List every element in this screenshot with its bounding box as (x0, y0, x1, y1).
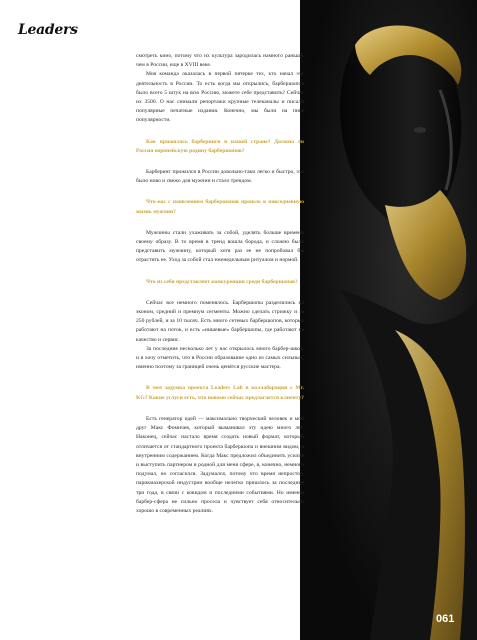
paragraph: смотреть кино, потому что их культура зародилась намного раньше, чем в России, еще в XVIII веке. (136, 53, 304, 69)
paragraph: Барберинг прижился в России довольно-таки легко и быстро, это было ново и свежо для мужчин и стало трендом. (136, 169, 304, 185)
interview-question: Как прижилась барберингв в нашей стране? Должна ли Россия европейскую родину барбершопов? (136, 138, 304, 154)
interview-question: Что-нас с появлением барбершопов прошло в повседневную жизнь мужчин? (136, 199, 304, 215)
paragraph: Мужчины стали ухаживать за собой, уделять больше времени своему образу. В то время в тренд вошла борода, и сложно было представить мужчину, который хотя раз ее не попробовал бы отрастить ее. Уход за собой стал еженедельным ритуалом и нормой. (136, 229, 304, 264)
paragraph: Сейчас все немного поменялось. Барбершопы разделились на эконом, средний и премиум сегменты. Можно сделать стрижку и за 250 рублей, и за 10 тысяч. Есть много сетевых барбершопов, которые работают на поток, и есть «нишевые» барбершопы, где работают на качество и сервис. (136, 299, 304, 343)
leaders-logo: Leaders (18, 22, 78, 38)
interview-question: Что из себя представляет конкуренция среди барбершопов? (146, 278, 298, 285)
interview-question: В чем задумка проекта Leaders Lab в коллаборации с Mr. KG? Какие услуги есть, что новомо сейчас предлагается клиенту? (136, 385, 304, 401)
paragraph: Моя команда оказалась в первой пятерке тех, кто начал эту деятельность в России. То есть когда мы открылись, барбершопов было всего 5 штук на всю Россию, можете себе представить? Сейчас их 3500. О нас снимали репортажи крупные телеканалы и писали популярные печатные издания. Конечно, мы были на пике популярности. (136, 71, 304, 124)
statue-photo (300, 0, 477, 640)
page-number: 061 (436, 613, 455, 625)
paragraph: За последние несколько лет у нас открылось много барбер-школ, и я хочу отметить, что в России образование одно из самых сильных, именно поэтому за границей очень ценятся русские мастера. (136, 345, 304, 371)
article-body (136, 52, 304, 516)
statue-bust-image (300, 0, 477, 640)
paragraph: Есть генератор идей — максимально творческий человек и мой друг Макс Фомичев, который выманивал эту идею много лет. Наконец, сейчас настало время создать новый формат, который отличается от стандартного проекта барбершопа и внешним видом, и внутренним содержанием. Когда Макс предложил объединить усилия и выступить партнером в родной для меня сфере, я, конечно, немного подумал, но согласился. Задумался, потому что время непростое, парикмахерской индустрии вообще нелегко пришлось за последние три года, в связи с ковидом и последними событиями. Но именно барбер-сфера не сильно просела и чувствует себя относительно хорошо в современных реалиях. (136, 415, 304, 514)
